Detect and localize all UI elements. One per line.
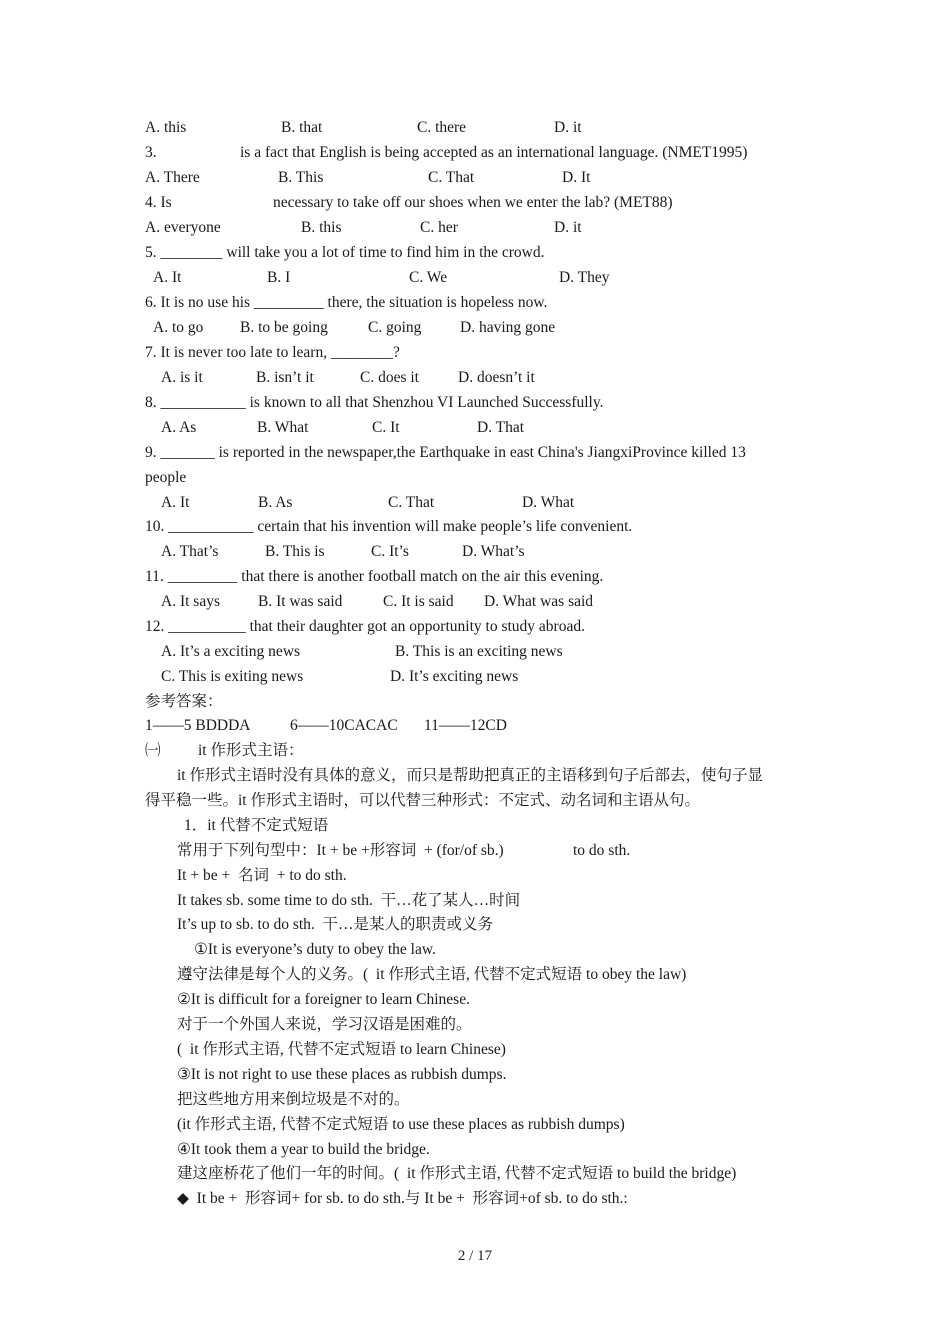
text-line-28-0: 1．it 代替不定式短语	[184, 817, 329, 834]
text-line-12-3: D. That	[477, 419, 525, 436]
text-line-10-1: B. isn’t it	[256, 369, 314, 386]
text-line-25-0: ㈠	[145, 742, 161, 759]
text-line-37-0: ( it 作形式主语, 代替不定式短语 to learn Chinese)	[177, 1041, 506, 1058]
text-line-43-0: ◆ It be + 形容词+ for sb. to do sth.与 It be + 形容词+of sb. to do sth.:	[177, 1190, 628, 1207]
text-line-34-0: 遵守法律是每个人的义务。( it 作形式主语, 代替不定式短语 to obey the law)	[177, 966, 687, 983]
text-line-0-2: C. there	[417, 119, 467, 136]
text-line-24-0: 1——5 BDDDA	[145, 717, 251, 734]
text-line-8-2: C. going	[368, 319, 422, 336]
text-line-18-0: 11. _________ that there is another football match on the air this evening.	[145, 568, 604, 585]
text-line-10-2: C. does it	[360, 369, 419, 386]
text-line-39-0: 把这些地方用来倒垃圾是不对的。	[177, 1091, 410, 1108]
text-line-31-0: It takes sb. some time to do sth. 干…花了某人…时间	[177, 892, 521, 909]
text-line-17-1: B. This is	[265, 543, 325, 560]
text-line-0-1: B. that	[281, 119, 323, 136]
text-line-2-1: B. This	[278, 169, 324, 186]
text-line-24-2: 11——12CD	[424, 717, 507, 734]
text-line-7-0: 6. It is no use his _________ there, the situation is hopeless now.	[145, 294, 548, 311]
text-line-35-0: ②It is difficult for a foreigner to learn Chinese.	[177, 991, 470, 1008]
text-line-4-3: D. it	[554, 219, 582, 236]
text-line-21-1: B. This is an exciting news	[395, 643, 563, 660]
text-line-0-0: A. this	[145, 119, 187, 136]
text-line-29-1: to do sth.	[573, 842, 631, 859]
text-line-15-1: B. As	[258, 494, 293, 511]
text-line-21-0: A. It’s a exciting news	[161, 643, 301, 660]
text-line-26-0: it 作形式主语时没有具体的意义，而只是帮助把真正的主语移到句子后部去，使句子显	[177, 767, 763, 784]
text-line-33-0: ①It is everyone’s duty to obey the law.	[194, 941, 436, 958]
text-line-9-0: 7. It is never too late to learn, ________?	[145, 344, 400, 361]
text-line-10-3: D. doesn’t it	[458, 369, 535, 386]
text-line-2-2: C. That	[428, 169, 475, 186]
text-line-1-0: 3.	[145, 144, 157, 161]
text-line-40-0: (it 作形式主语, 代替不定式短语 to use these places as rubbish dumps)	[177, 1116, 625, 1133]
text-line-6-1: B. I	[267, 269, 291, 286]
text-line-17-0: A. That’s	[161, 543, 219, 560]
text-line-25-1: it 作形式主语：	[198, 742, 304, 759]
text-line-8-1: B. to be going	[240, 319, 328, 336]
text-line-17-2: C. It’s	[371, 543, 409, 560]
text-line-12-0: A. As	[161, 419, 197, 436]
text-line-2-3: D. It	[562, 169, 591, 186]
text-line-13-0: 9. _______ is reported in the newspaper,the Earthquake in east China's JiangxiProvince killed 13	[145, 444, 746, 461]
text-line-19-3: D. What was said	[484, 593, 594, 610]
text-line-6-2: C. We	[409, 269, 448, 286]
text-line-8-3: D. having gone	[460, 319, 556, 336]
text-line-29-0: 常用于下列句型中：It + be +形容词 + (for/of sb.)	[177, 842, 504, 859]
text-line-3-0: 4. Is	[145, 194, 172, 211]
text-line-10-0: A. is it	[161, 369, 203, 386]
text-line-22-1: D. It’s exciting news	[390, 668, 519, 685]
text-line-22-0: C. This is exiting news	[161, 668, 304, 685]
text-line-14-0: people	[145, 469, 187, 486]
text-line-19-2: C. It is said	[383, 593, 454, 610]
text-line-38-0: ③It is not right to use these places as rubbish dumps.	[177, 1066, 507, 1083]
page-number: 2 / 17	[457, 1248, 493, 1264]
text-line-3-1: necessary to take off our shoes when we enter the lab? (MET88)	[273, 194, 673, 211]
text-line-6-3: D. They	[559, 269, 610, 286]
text-line-6-0: A. It	[153, 269, 182, 286]
text-line-24-1: 6——10CACAC	[290, 717, 398, 734]
text-line-4-2: C. her	[420, 219, 458, 236]
text-line-0-3: D. it	[554, 119, 582, 136]
text-line-41-0: ④It took them a year to build the bridge.	[177, 1141, 430, 1158]
text-line-1-1: is a fact that English is being accepted as an international language. (NMET1995)	[240, 144, 748, 161]
text-line-36-0: 对于一个外国人来说，学习汉语是困难的。	[177, 1016, 472, 1033]
text-line-4-0: A. everyone	[145, 219, 221, 236]
text-line-8-0: A. to go	[153, 319, 204, 336]
text-line-19-1: B. It was said	[258, 593, 343, 610]
text-line-12-1: B. What	[257, 419, 309, 436]
text-line-12-2: C. It	[372, 419, 400, 436]
text-line-32-0: It’s up to sb. to do sth. 干…是某人的职责或义务	[177, 916, 494, 933]
text-line-30-0: It + be + 名词 + to do sth.	[177, 867, 347, 884]
text-line-15-0: A. It	[161, 494, 190, 511]
text-line-17-3: D. What’s	[462, 543, 525, 560]
text-line-20-0: 12. __________ that their daughter got an opportunity to study abroad.	[145, 618, 585, 635]
text-line-23-0: 参考答案：	[145, 693, 223, 710]
text-line-42-0: 建这座桥花了他们一年的时间。( it 作形式主语, 代替不定式短语 to build the bridge)	[177, 1165, 737, 1182]
text-line-15-3: D. What	[522, 494, 575, 511]
text-line-5-0: 5. ________ will take you a lot of time to find him in the crowd.	[145, 244, 545, 261]
text-line-27-0: 得平稳一些。it 作形式主语时，可以代替三种形式：不定式、动名词和主语从句。	[145, 792, 700, 809]
text-line-19-0: A. It says	[161, 593, 220, 610]
text-line-16-0: 10. ___________ certain that his invention will make people’s life convenient.	[145, 518, 633, 535]
text-line-4-1: B. this	[301, 219, 342, 236]
text-line-11-0: 8. ___________ is known to all that Shenzhou VI Launched Successfully.	[145, 394, 604, 411]
text-line-2-0: A. There	[145, 169, 200, 186]
text-line-15-2: C. That	[388, 494, 435, 511]
